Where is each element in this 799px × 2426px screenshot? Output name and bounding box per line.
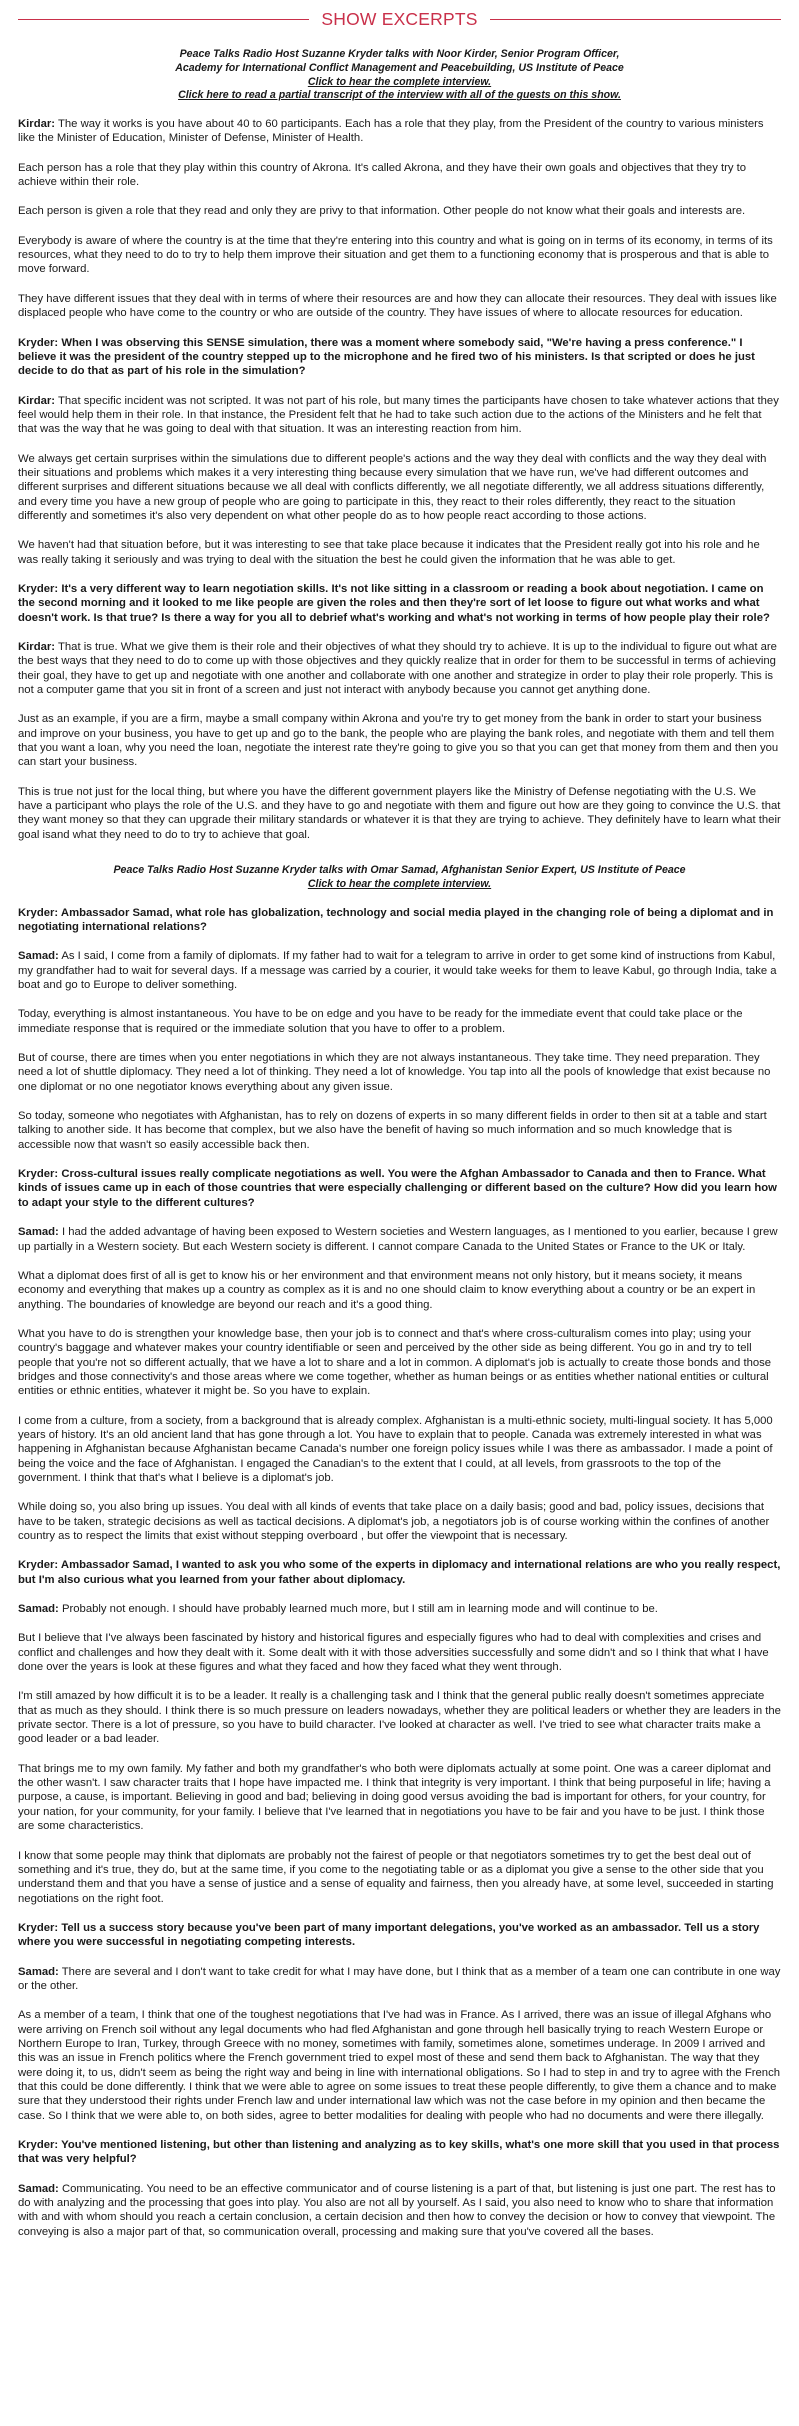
section1-listen-link[interactable]: Click to hear the complete interview. — [307, 75, 492, 88]
paragraph-text: Ambassador Samad, what role has globalization, technology and social media played in the changing role of being a diplomat and in negotiating international relations? — [18, 906, 774, 933]
paragraph-text: Today, everything is almost instantaneous. You have to be on edge and you have to be ready for the immediate event that could take place or the immediate response that is required or the immediate solution that you have to offer to a problem. — [18, 1008, 743, 1035]
paragraph-text: Just as an example, if you are a firm, maybe a small company within Akrona and you're try to get money from the bank in order to start your business and improve on your business, you have to get up and go to the bank, the people who are playing the bank roles, and negotiate with them and tell them that you want a loan, why you need the loan, negotiate the interest rate they're going to give you so that you can get that money from them and then you can start your business. — [18, 713, 779, 769]
transcript-paragraph — [18, 785, 781, 842]
speaker-label: Samad: — [18, 1965, 59, 1978]
paragraph-text: We always get certain surprises within the simulations due to different people's actions and the way they deal with conflicts and the way they deal with their situations and problems which makes it a very interesting thing because every simulation that we have run, we've had different outcomes and different surprises and different situations because we all deal with conflicts differently, we all negotiate differently, we all address situations differently, and every time you have a new group of people who are going to participate in this, they react to their roles differently, they react to the situation differently and sometimes it's also very dependent on what other people do as to how people react according to those actions. — [18, 452, 767, 522]
paragraph-text: But of course, there are times when you enter negotiations in which they are not always instantaneous. They take time. They need preparation. They need a lot of shuttle diplomacy. They need a lot of thinking. They need a lot of knowledge. You tap into all the pools of knowledge that exist because no one diplomat or no one negotiator knows everything about any given issue. — [18, 1052, 771, 1093]
transcript-paragraph — [18, 1602, 781, 1616]
paragraph-text: I come from a culture, from a society, from a background that is already complex. Afghanistan is a multi-ethnic society, multi-lingual society. It has 5,000 years of history. It's an old ancient land that has gone through a lot. You have to explain that to people. Canada was extremely interested in what was happening in Afghanistan because Afghanistan became Canada's number one foreign policy issues while I was there as ambassador. I made a point of being the voice and the face of Afghanistan. I engaged the Canadian's to the extent that I could, at all levels, from grassroots to the top of the government. I think that that's what I believe is a diplomat's job. — [18, 1414, 773, 1484]
header-rule-left — [18, 19, 309, 20]
speaker-label: Kryder: — [18, 2139, 59, 2151]
transcript-paragraph — [18, 1762, 781, 1834]
paragraph-text: As a member of a team, I think that one of the toughest negotiations that I've had was in France. As I arrived, there was an issue of illegal Afghans who were arriving on French soil without any legal documents who had fled Afghanistan and gone through hell basically trying to reach Western Europe or Northern Europe to Iran, Turkey, through Greece with no money, sometimes with family, sometimes alone, sometimes underage. In 2009 I arrived and this was an issue in French politics where the French government tried to expel most of these and send them back to Afghanistan. The way that they were doing it, to us, didn't seem as being the right way and being in line with international obligations. So I had to step in and try to agree with the French that this could be done differently. I think that we were able to agree on some issues to treat these people differently, to give them a chance and to make sure that they understood their rights under French law and under international law which was not the case before in my opinion and then became the case. So I think that we were able to, on both sides, agree to better modalities for dealing with people who had no documents and were there illegally. — [18, 2009, 781, 2122]
speaker-label: Kryder: — [18, 1921, 59, 1934]
paragraph-text: You've mentioned listening, but other than listening and analyzing as to key skills, what's one more skill that you used in that process that was very helpful? — [18, 2139, 780, 2166]
paragraph-text: While doing so, you also bring up issues. You deal with all kinds of events that take place on a daily basis; good and bad, policy issues, decisions that have to be taken, strategic decisions as well as tactical decisions. A diplomat's job, a negotiators job is of course working within the confines of another country as to respect the limits that exist without stepping overboard , but offer the viewpoint that is necessary. — [18, 1501, 770, 1542]
section1-transcript-link[interactable]: Click here to read a partial transcript of the interview with all of the guests on this show. — [178, 89, 621, 102]
paragraph-text: That brings me to my own family. My father and both my grandfather's who both were diplomats actually at some point. One was a career diplomat and the other wasn't. I saw character traits that I hope have impacted me. I think that integrity is very important. I think that being purposeful in life; having a purpose, a cause, is important. Believing in good and bad; believing in doing good versus avoiding the bad is important for others, for your country, for your nation, for your community, for your family. I believe that I've learned that in negotiations you have to be fair and you have to be just. I think those are some characteristics. — [18, 1762, 771, 1833]
question-paragraph — [18, 1921, 781, 1950]
paragraph-text: It's a very different way to learn negotiation skills. It's not like sitting in a classroom or reading a book about negotiation. I came on the second morning and it looked to me like people are given the roles and then they're sort of let loose to figure out what works and what doesn't work. Is that true? Is there a way for you all to debrief what's working and what's not working in terms of how people play their role? — [18, 582, 770, 624]
paragraph-text: As I said, I come from a family of diplomats. If my father had to wait for a telegram to arrive in order to get some kind of instructions from Kabul, my grandfather had to wait for several days. If a message was carried by a courier, it would take weeks for them to leave Kabul, go through India, take a boat and go to Europe to deliver something. — [18, 950, 777, 992]
paragraph-text: Probably not enough. I should have probably learned much more, but I still am in learning mode and will continue to be. — [61, 1603, 658, 1616]
paragraph-text: This is true not just for the local thing, but where you have the different government players like the Ministry of Defense negotiating with the U.S. We have a participant who plays the role of the U.S. and they have to go and negotiate with them and figure out how are they going to convince the U.S. that they want money so that they can upgrade their military standards or whatever it is that they are trying to achieve. They definitely have to learn what their goal isand what they need to do to try to achieve that goal. — [18, 785, 781, 841]
paragraph-text: There are several and I don't want to take credit for what I may have done, but I think that as a member of a team one can contribute in one way or the other. — [18, 1965, 781, 1992]
paragraph-text: Everybody is aware of where the country is at the time that they're entering into this country and what is going on in terms of its economy, in terms of its resources, what they need to do to try to help them improve their situation and get them to a functioning economy that is prosperous and that is able to move forward. — [18, 234, 773, 276]
speaker-label: Kryder: — [18, 906, 59, 919]
section1-intro-line1: Peace Talks Radio Host Suzanne Kryder talks with Noor Kirder, Senior Program Officer, — [179, 48, 620, 60]
transcript-paragraph — [18, 2182, 781, 2239]
transcript-paragraph — [18, 1965, 781, 1994]
paragraph-text: When I was observing this SENSE simulation, there was a moment where somebody said, "We're having a press conference." I believe it was the president of the country stepped up to the microphone and he fired two of his ministers. Is that scripted or does he just decide to do that as part of his role in the simulation? — [18, 336, 755, 378]
transcript-paragraph — [18, 1689, 781, 1746]
paragraph-text: That is true. What we give them is their role and their objectives of what they should try to achieve. It is up to the individual to figure out what are the best ways that they need to do to come up with those objectives and they quickly realize that in order for them to be successful in terms of achieving their goal, they have to get up and negotiate with one another and collaborate with one another and strategize in order to play their role properly. This is not a computer game that you sit in front of a screen and just not interact with anybody because you cannot get anything done. — [18, 641, 777, 697]
transcript-paragraph — [18, 1051, 781, 1094]
transcript-paragraph — [18, 1225, 781, 1254]
speaker-label: Samad: — [18, 1226, 59, 1239]
paragraph-text: The way it works is you have about 40 to 60 participants. Each has a role that they play, from the President of the country to various ministers like the Minister of Education, Minister of Defense, Minister of Health. — [18, 118, 764, 145]
section1-transcript — [18, 117, 781, 842]
speaker-label: Kryder: — [18, 336, 59, 349]
speaker-label: Kryder: — [18, 1559, 59, 1572]
question-paragraph — [18, 906, 781, 935]
transcript-paragraph — [18, 1414, 781, 1486]
section2-listen-link[interactable]: Click to hear the complete interview. — [307, 877, 492, 890]
header-rule-right — [490, 19, 781, 20]
speaker-label: Kirdar: — [18, 394, 56, 407]
transcript-paragraph — [18, 161, 781, 190]
section1-intro-line2: Academy for International Conflict Management and Peacebuilding, US Institute of Peace — [175, 61, 624, 74]
section-header — [18, 4, 781, 34]
section1-intro — [18, 48, 781, 103]
transcript-paragraph — [18, 452, 781, 524]
paragraph-text: Each person has a role that they play within this country of Akrona. It's called Akrona, and they have their own goals and objectives that they try to achieve within their role. — [18, 161, 747, 189]
paragraph-text: I know that some people may think that diplomats are probably not the fairest of people or that negotiators sometimes try to get the best deal out of something and it's true, they do, but at the same time, if you come to the negotiating table or as a diplomat you give a sense to the other side that you understand them and that you have a sense of justice and a sense of equality and fairness, then you already have, at some level, succeeded in starting negotiations on the right foot. — [18, 1849, 774, 1905]
paragraph-text: What a diplomat does first of all is get to know his or her environment and that environment means not only history, but it means society, it means economy and everything that makes up a country as complex as it is and no one should claim to know everything about a country or be an expert in anything. The boundaries of knowledge are beyond our reach and it's a good thing. — [18, 1269, 756, 1311]
paragraph-text: Each person is given a role that they read and only they are privy to that information. Other people do not know what their goals and interests are. — [18, 205, 746, 218]
speaker-label: Kirdar: — [18, 641, 56, 653]
transcript-paragraph — [18, 640, 781, 697]
question-paragraph — [18, 582, 781, 625]
speaker-label: Samad: — [18, 1603, 59, 1616]
paragraph-text: I'm still amazed by how difficult it is to be a leader. It really is a challenging task and I think that the general public really doesn't sometimes appreciate that as much as they should. I think there is so much pressure on leaders nowadays, whether they are political leaders or whether they are leaders in the private sector. There is a lot of pressure, so you have to build character. I've looked at character as well. I've tried to see what character traits make a good leader or a bad leader. — [18, 1690, 781, 1746]
transcript-paragraph — [18, 1849, 781, 1906]
transcript-paragraph — [18, 1327, 781, 1399]
section2-intro — [18, 864, 781, 892]
speaker-label: Kryder: — [18, 582, 59, 595]
paragraph-text: We haven't had that situation before, but it was interesting to see that take place because it indicates that the President really got into his role and he was really taking it seriously and was trying to deal with the situation the best he could given the information that he was able to get. — [18, 539, 760, 566]
section2-transcript — [18, 906, 781, 2239]
transcript-paragraph — [18, 117, 781, 146]
transcript-paragraph — [18, 1269, 781, 1312]
page-title: SHOW EXCERPTS — [321, 8, 478, 29]
transcript-paragraph — [18, 204, 781, 218]
question-paragraph — [18, 2138, 781, 2167]
paragraph-text: Communicating. You need to be an effective communicator and of course listening is a part of that, but listening is just one part. The rest has to do with analyzing and the processing that goes into play. You also are not all by yourself. As I said, you also need to know who to share that information with and with whom should you reach a certain conclusion, a certain decision and then how to convey the decision or how to convey that viewpoint. The conveying is also a major part of that, so communication overall, processing and making sure that you've covered all the bases. — [18, 2182, 776, 2238]
speaker-label: Samad: — [18, 950, 59, 963]
transcript-paragraph — [18, 394, 781, 437]
paragraph-text: I had the added advantage of having been exposed to Western societies and Western languages, as I mentioned to you earlier, because I grew up partially in a Western society. But each Western society is different. I cannot compare Canada to the United States or France to the UK or Italy. — [18, 1226, 778, 1253]
paragraph-text: What you have to do is strengthen your knowledge base, then your job is to connect and that's where cross-culturalism comes into play; using your country's baggage and whatever makes your country identifiable or seen and perceived by the other side as being different. You go in and try to tell people that you're not so different actually, that we have a lot to share and a lot in common. A diplomat's job is actually to create those bonds and those bridges and those connectivity's and those areas where we come together, whether as human beings or as entities whether national entities or cultural entities or ethnic entities, whatever it might be. So you have to explain. — [18, 1327, 772, 1398]
question-paragraph — [18, 1558, 781, 1587]
transcript-paragraph — [18, 538, 781, 567]
paragraph-text: But I believe that I've always been fascinated by history and historical figures and especially figures who had to deal with complexities and crises and conflict and challenges and how they dealt with it. Some dealt with it with those adversities successfully and some didn't and so I think that what I have done over the years is look at these figures and what they faced and how they faced what they went through. — [18, 1632, 769, 1674]
paragraph-text: Cross-cultural issues really complicate negotiations as well. You were the Afghan Ambassador to Canada and then to France. What kinds of issues came up in each of those countries that were especially challenging or different based on the culture? How did you learn how to adapt your style to the different cultures? — [18, 1168, 777, 1209]
paragraph-text: Ambassador Samad, I wanted to ask you who some of the experts in diplomacy and international relations are who you really respect, but I'm also curious what you learned from your father about diplomacy. — [18, 1559, 781, 1586]
section2-intro-line1: Peace Talks Radio Host Suzanne Kryder talks with Omar Samad, Afghanistan Senior Expert, US Institute of Peace — [113, 864, 686, 877]
paragraph-text: That specific incident was not scripted. It was not part of his role, but many times the participants have chosen to take whatever actions that they feel would help them in their role. In that instance, the President felt that he had to take such action due to the actions of the Ministers and he felt that that was the way that he was going to deal with that situation. It was an interesting reaction from him. — [18, 394, 779, 436]
paragraph-text: They have different issues that they deal with in terms of where their resources are and how they can allocate their resources. They deal with issues like displaced people who have come to the country or who are outside of the country. They have issues of where to allocate resources for education. — [18, 292, 777, 320]
transcript-paragraph — [18, 234, 781, 277]
question-paragraph — [18, 1167, 781, 1210]
question-paragraph — [18, 336, 781, 379]
transcript-paragraph — [18, 1631, 781, 1674]
speaker-label: Kryder: — [18, 1168, 59, 1181]
transcript-paragraph — [18, 292, 781, 321]
speaker-label: Samad: — [18, 2182, 59, 2195]
paragraph-text: So today, someone who negotiates with Afghanistan, has to rely on dozens of experts in so many different fields in order to then sit at a table and start talking to another side. It has become that complex, but we also have the benefit of having so much information and so much knowledge that is accessible now that wasn't so easily accessible back then. — [18, 1110, 767, 1151]
transcript-paragraph — [18, 712, 781, 769]
transcript-paragraph — [18, 1109, 781, 1152]
paragraph-text: Tell us a success story because you've been part of many important delegations, you've worked as an ambassador. Tell us a story where you were successful in negotiating competing interests. — [18, 1921, 760, 1949]
transcript-paragraph — [18, 1007, 781, 1036]
transcript-paragraph — [18, 949, 781, 992]
transcript-paragraph — [18, 1500, 781, 1543]
speaker-label: Kirdar: — [18, 118, 56, 131]
transcript-paragraph — [18, 2008, 781, 2123]
